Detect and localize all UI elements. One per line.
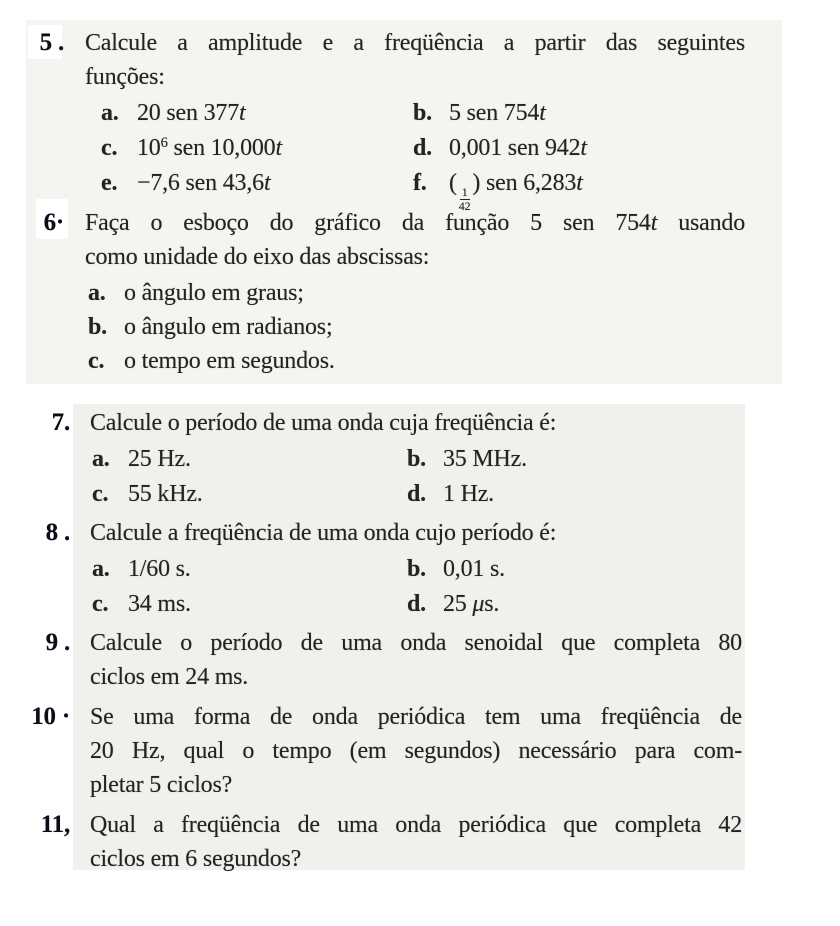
text-segment: Calcule o período de uma onda cuja freqüência é:: [90, 410, 557, 436]
item-number: 5 .: [39, 29, 64, 56]
option-cell: [407, 477, 494, 511]
options-list: [90, 552, 742, 622]
item-number: 9 .: [45, 629, 70, 656]
fraction-denominator: 42: [458, 199, 471, 214]
option-cell: [92, 552, 191, 586]
text-segment: 1 Hz.: [443, 481, 494, 507]
option-letter: b.: [413, 100, 432, 126]
text-segment: t: [580, 135, 587, 161]
text-line: [90, 626, 742, 660]
option-cell: [88, 276, 304, 310]
text-segment: o tempo em segundos.: [124, 348, 335, 374]
text-segment: pletar 5 ciclos?: [90, 772, 233, 798]
text-segment: t: [239, 100, 246, 126]
item-body: [85, 26, 745, 214]
item-body: [90, 808, 742, 876]
text-segment: (: [449, 170, 457, 196]
text-segment: 55 kHz.: [128, 481, 203, 507]
option-letter: b.: [88, 314, 107, 340]
option-letter: a.: [92, 446, 110, 472]
text-segment: Calcule a amplitude e a freqüência a partir das seguintes: [85, 30, 745, 56]
text-segment: ciclos em 6 segundos?: [90, 846, 302, 872]
option-cell: [413, 96, 546, 130]
text-segment: t: [275, 135, 282, 161]
options-list: [85, 96, 745, 214]
text-segment: Qual a freqüência de uma onda periódica que completa 42: [90, 812, 742, 838]
text-segment: Se uma forma de onda periódica tem uma freqüência de: [90, 704, 742, 730]
option-cell: [92, 477, 203, 511]
text-segment: 5 sen 754: [449, 100, 540, 126]
text-line: [85, 240, 745, 274]
option-cell: [101, 166, 270, 200]
text-segment: t: [650, 210, 658, 236]
option-value: [443, 481, 494, 507]
superscript: 6: [160, 135, 168, 151]
option-letter: b.: [407, 556, 426, 582]
item-number: 6·: [43, 209, 64, 236]
options-row: [85, 344, 745, 378]
option-cell: [88, 344, 335, 378]
option-value: [128, 591, 191, 617]
text-segment: −7,6 sen 43,6: [137, 170, 264, 196]
text-segment: ciclos em 24 ms.: [90, 664, 249, 690]
option-letter: c.: [88, 348, 105, 374]
options-row: [85, 131, 745, 166]
option-letter: a.: [92, 556, 110, 582]
item-body: [90, 516, 742, 622]
option-letter: c.: [101, 135, 118, 161]
text-line: [90, 660, 742, 694]
option-value: [128, 556, 191, 582]
option-letter: e.: [101, 170, 118, 196]
option-cell: [413, 131, 587, 165]
option-letter: b.: [407, 446, 426, 472]
text-line: [90, 516, 742, 550]
option-cell: [101, 96, 245, 130]
option-letter: c.: [92, 481, 109, 507]
option-cell: [407, 552, 505, 586]
text-segment: como unidade do eixo das abscissas:: [85, 244, 430, 270]
options-row: [90, 442, 742, 477]
option-value: [137, 135, 282, 161]
options-list: [90, 442, 742, 512]
text-segment: usando: [657, 210, 745, 236]
option-letter: d.: [407, 591, 426, 617]
option-value: [128, 481, 203, 507]
text-line: [90, 808, 742, 842]
text-segment: t: [539, 100, 546, 126]
text-line: [85, 26, 745, 60]
item-body: [90, 700, 742, 802]
option-letter: c.: [92, 591, 109, 617]
options-row: [85, 276, 745, 310]
item-number: 10 ·: [31, 703, 70, 730]
text-segment: t: [263, 170, 271, 196]
text-segment: 20 Hz, qual o tempo (em segundos) necessário para com-: [90, 738, 742, 764]
item-body: [90, 626, 742, 694]
text-segment: Calcule a freqüência de uma onda cujo período é:: [90, 520, 557, 546]
text-segment: 0,01 s.: [443, 556, 505, 582]
options-row: [90, 552, 742, 587]
options-row: [85, 310, 745, 344]
option-letter: d.: [407, 481, 426, 507]
fraction-numerator: 1: [461, 185, 468, 199]
item-body: [85, 206, 745, 378]
option-letter: d.: [413, 135, 432, 161]
option-cell: [101, 131, 282, 165]
text-segment: o ângulo em graus;: [124, 280, 304, 306]
options-row: [90, 587, 742, 622]
option-letter: f.: [413, 170, 427, 196]
item-number: 11,: [40, 811, 70, 838]
option-cell: [92, 587, 191, 621]
text-line: [90, 842, 742, 876]
option-cell: [88, 310, 332, 344]
text-segment: o ângulo em radianos;: [124, 314, 333, 340]
text-line: [90, 768, 742, 802]
item-body: [90, 406, 742, 512]
text-segment: 25: [443, 591, 473, 617]
options-row: [90, 477, 742, 512]
option-letter: a.: [101, 100, 119, 126]
option-value: [124, 348, 335, 374]
text-line: [90, 734, 742, 768]
text-segment: μ: [472, 591, 485, 617]
text-line: [85, 60, 745, 94]
option-value: [443, 446, 527, 472]
option-value: [449, 170, 583, 214]
option-value: [128, 446, 191, 472]
text-segment: t: [576, 170, 583, 196]
option-value: [449, 100, 546, 126]
option-value: [443, 556, 505, 582]
option-value: [124, 314, 332, 340]
text-segment: ) sen 6,283: [472, 170, 577, 196]
text-segment: sen 10,000: [167, 135, 276, 161]
text-segment: 0,001 sen 942: [449, 135, 581, 161]
option-value: [124, 280, 304, 306]
option-letter: a.: [88, 280, 106, 306]
item-number: 7.: [51, 409, 70, 436]
options-row: [85, 96, 745, 131]
text-line: [85, 206, 745, 240]
text-segment: 34 ms.: [128, 591, 191, 617]
text-segment: Calcule o período de uma onda senoidal que completa 80: [90, 630, 742, 656]
options-list: [85, 276, 745, 378]
text-segment: 1/60 s.: [128, 556, 191, 582]
text-line: [90, 406, 742, 440]
text-segment: 35 MHz.: [443, 446, 527, 472]
text-segment: Faça o esboço do gráfico da função 5 sen 754: [85, 210, 651, 236]
item-number: 8 .: [45, 519, 70, 546]
option-cell: [407, 587, 499, 621]
text-segment: 25 Hz.: [128, 446, 191, 472]
option-value: [137, 100, 245, 126]
text-segment: funções:: [85, 64, 165, 90]
option-value: [449, 135, 587, 161]
option-value: [137, 170, 270, 196]
text-line: [90, 700, 742, 734]
option-cell: [92, 442, 191, 476]
option-cell: [407, 442, 527, 476]
text-segment: 20 sen 377: [137, 100, 239, 126]
text-segment: 10: [137, 135, 161, 161]
text-segment: s.: [484, 591, 500, 617]
option-value: [443, 591, 499, 617]
options-row: [85, 166, 745, 214]
